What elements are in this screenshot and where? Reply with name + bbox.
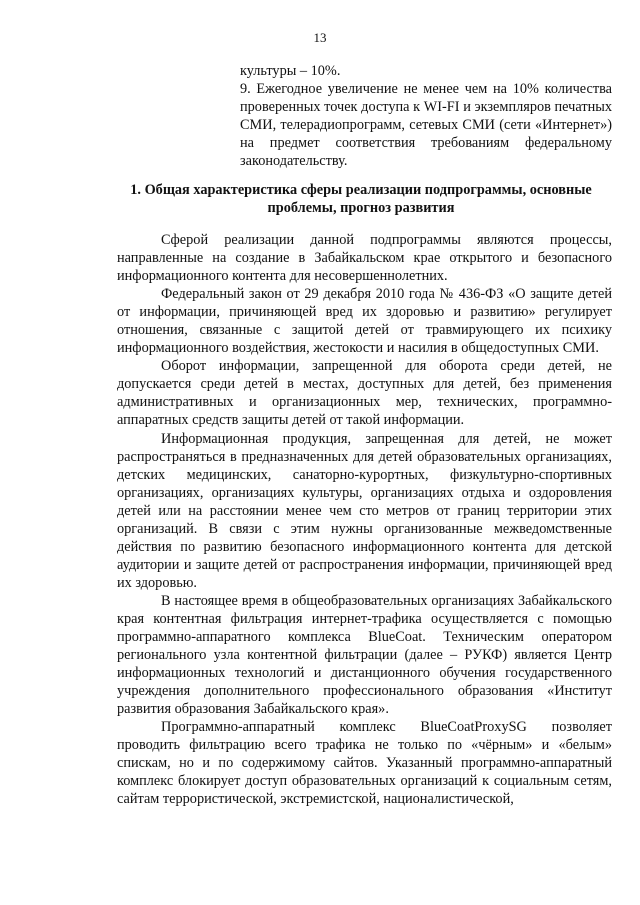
paragraph: Программно-аппаратный комплекс BlueCoatProxySG позволяет проводить фильтрацию всего трафика не только по «чёрным» и «белым» спискам, но и по содержимому сайтов. Указанный программно-аппаратный комплекс блокирует доступ образовательных организаций к социальным сетям, сайтам террористической, экстремистской, националистической, (117, 719, 612, 808)
paragraph: Сферой реализации данной подпрограммы являются процессы, направленные на создание в Забайкальском крае открытого и безопасного информационного контента для несовершеннолетних. (117, 232, 612, 285)
page-number: 13 (313, 30, 327, 45)
paragraph: Информационная продукция, запрещенная для детей, не может распространяться в предназначенных для детей образовательных организациях, детских медицинских, санаторно-курортных, физкультурно-спортивных организациях, организациях культуры, организациях отдыха и оздоровления детей или на расстоянии менее чем сто метров от границ территории этих организаций. В связи с этим нужны организованные межведомственные действия по развитию безопасного информационного контента для детской аудитории и защите детей от распространения информации, причиняющей вред их здоровью. (117, 430, 612, 591)
section-body (117, 231, 612, 809)
section-heading: 1. Общая характеристика сферы реализации подпрограммы, основные проблемы, прогноз развития (130, 182, 592, 216)
paragraph: В настоящее время в общеобразовательных организациях Забайкальского края контентная фильтрация интернет-трафика осуществляется с помощью программно-аппаратного комплекса BlueCoat. Техническим оператором регионального узла контентной фильтрации (далее – РУКФ) является Центр информационных технологий и дистанционного обучения государственного учреждения дополнительного профессионального образования «Институт развития образования Забайкальского края». (117, 592, 612, 718)
paragraph: Федеральный закон от 29 декабря 2010 года № 436-ФЗ «О защите детей от информации, причиняющей вред их здоровью и развитию» регулирует отношения, связанные с защитой детей от травмирующего их психику информационного воздействия, жестокости и насилия в общедоступных СМИ. (117, 286, 612, 357)
goals-continuation (240, 62, 612, 170)
goal-item-9: 9. Ежегодное увеличение не менее чем на 10% количества проверенных точек доступа к WI-FI и экземпляров печатных СМИ, телерадиопрограмм, сетевых СМИ (сети «Интернет») на предмет соответствия требованиям федеральному законодательству. (240, 81, 612, 169)
paragraph: Оборот информации, запрещенной для оборота среди детей, не допускается среди детей в местах, доступных для детей, без применения административных и организационных мер, технических, программно-аппаратных средств защиты детей от такой информации. (117, 358, 612, 429)
goal-line-culture: культуры – 10%. (240, 63, 341, 79)
